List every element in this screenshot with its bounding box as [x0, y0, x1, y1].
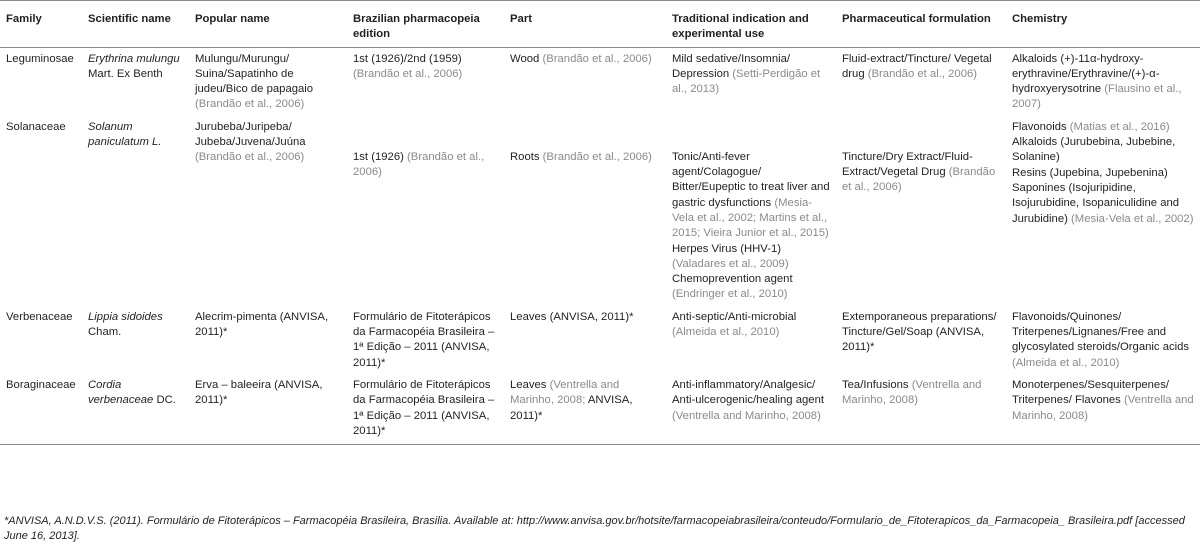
indication-ref: (Almeida et al., 2010): [672, 326, 780, 339]
table-row: [0, 116, 1200, 306]
indication-ref: (Valadares et al., 2009): [672, 257, 789, 270]
chemistry-text: Resins (Jupebina, Jupebenina): [1012, 166, 1168, 179]
cell-popular-name: [189, 47, 347, 116]
indication-ref: (Ventrella and Marinho, 2008): [672, 409, 821, 422]
table-row: [0, 374, 1200, 445]
chemistry-line: [1012, 135, 1194, 166]
col-header-family: Family: [0, 1, 82, 48]
cell-chemistry: [1006, 47, 1200, 116]
popular-ref: (Brandão et al., 2006): [195, 98, 305, 111]
popular-name: Mulungu/Murungu/ Suina/Sapatinho de judeu/Bico de papagaio: [195, 52, 314, 96]
cell-part: [504, 374, 666, 445]
footnote: *ANVISA, A.N.D.V.S. (2011). Formulário de Fitoterápicos – Farmacopéia Brasileira, Brasilia. Available at: http://www.anvisa.gov.br/hotsite/farmacopeiabrasileira/conteudo/Formulario_de_Fitoterapicos_da_Farmacopeia_ Brasileira.pdf [accessed June 16, 2013].: [4, 515, 1185, 542]
edition-ref: (Brandão et al., 2006): [353, 150, 485, 179]
cell-scientific-name: [82, 116, 189, 306]
formulation: Fluid-extract/Tincture/ Vegetal drug: [842, 52, 992, 80]
part-ref: (Brandão et al., 2006): [542, 52, 652, 65]
cell-popular-name: Alecrim-pimenta (ANVISA, 2011)*: [195, 310, 329, 339]
cell-chemistry: [1006, 116, 1200, 306]
formulation-ref: (Brandão et al., 2006): [867, 67, 978, 80]
col-header-indication: Traditional indication and experimental use: [666, 1, 836, 48]
indication-line: [672, 378, 830, 424]
scientific-author: Cham.: [88, 326, 122, 339]
header-row: [0, 1, 1200, 48]
cell-popular-name: Erva – baleeira (ANVISA, 2011)*: [189, 374, 347, 445]
cell-part: [504, 47, 666, 116]
chemistry-text: Alkaloids (Jurubebina, Jubebine, Solanine): [1012, 136, 1176, 164]
chemistry-line: [1012, 120, 1194, 135]
cell-family: Solanaceae: [6, 120, 66, 133]
chemistry-ref: (Almeida et al., 2010): [1012, 356, 1120, 369]
chemistry-line: [1012, 52, 1194, 113]
chemistry-line: [1012, 166, 1194, 181]
chemistry-text: Flavonoids: [1012, 120, 1070, 133]
col-header-popular-name: Popular name: [189, 1, 347, 48]
scientific-name: Solanum paniculatum L.: [88, 120, 162, 149]
cell-scientific-name: [82, 374, 189, 445]
formulation-ref: (Brandão et al., 2006): [842, 166, 996, 194]
part-extra: ANVISA, 2011)*: [510, 394, 633, 422]
cell-scientific-name: [82, 306, 189, 374]
cell-chemistry: [1006, 306, 1200, 374]
cell-indication: [666, 306, 836, 374]
popular-ref: (Brandão et al., 2006): [195, 151, 305, 164]
cell-family: Leguminosae: [6, 52, 74, 65]
part-ref: (Brandão et al., 2006): [542, 150, 652, 163]
col-header-part: Part: [504, 1, 666, 48]
cell-family: Verbenaceae: [6, 310, 73, 323]
part: Leaves: [510, 378, 550, 391]
cell-formulation: [836, 374, 1006, 445]
chemistry-text: Flavonoids/Quinones/ Triterpenes/Lignanes/Free and glycosylated steroids/Organic acids: [1012, 310, 1190, 354]
scientific-name: Cordia verbenaceae: [88, 378, 154, 407]
chemistry-text: Saponines (Isojuripidine, Isojurubidine, Isopaniculidine and Jurubidine): [1012, 181, 1180, 225]
chemistry-ref: (Flausino et al., 2007): [1012, 83, 1182, 111]
cell-formulation: [836, 47, 1006, 116]
edition: 1st (1926): [353, 150, 408, 163]
indication-line: [672, 310, 830, 341]
table-row: [0, 47, 1200, 116]
cell-part: [504, 116, 666, 306]
indication-line: [672, 242, 830, 273]
edition-ref: (Brandão et al., 2006): [353, 67, 463, 80]
part: Wood: [510, 52, 543, 65]
formulation: Tea/Infusions: [842, 378, 912, 391]
chemistry-line: [1012, 310, 1194, 371]
col-header-scientific-name: Scientific name: [82, 1, 189, 48]
scientific-author: Mart. Ex Benth: [88, 67, 163, 80]
chemistry-text: Alkaloids (+)-11α-hydroxy-erythravine/Erythravine/(+)-α-hydroxyerysotrine: [1012, 52, 1160, 96]
scientific-author: DC.: [153, 394, 176, 407]
cell-formulation: [836, 116, 1006, 306]
chemistry-line: [1012, 181, 1194, 227]
indication-line: [672, 272, 830, 303]
indication-text: Anti-septic/Anti-microbial: [672, 310, 797, 323]
col-header-formulation: Pharmaceutical formulation: [836, 1, 1006, 48]
cell-family: Boraginaceae: [0, 374, 82, 445]
indication-text: Herpes Virus (HHV-1): [672, 242, 782, 255]
indication-ref: (Setti-Perdigão et al., 2013): [672, 67, 821, 96]
indication-ref: (Mesia-Vela et al., 2002; Martins et al., 2015; Vieira Junior et al., 2015): [672, 196, 829, 240]
chemistry-ref: (Ventrella and Marinho, 2008): [1012, 394, 1194, 422]
formulation: Tincture/Dry Extract/Fluid-Extract/Vegetal Drug: [842, 150, 973, 179]
cell-scientific-name: [82, 47, 189, 116]
part: Roots: [510, 150, 543, 163]
indication-line: [672, 52, 830, 98]
indication-ref: (Endringer et al., 2010): [672, 288, 788, 301]
cell-indication: [666, 116, 836, 306]
indication-text: Tonic/Anti-fever agent/Colagogue/ Bitter/Eupeptic to treat liver and gastric dysfunctions: [672, 150, 830, 209]
chemistry-ref: (Matias et al., 2016): [1069, 120, 1170, 133]
indication-text: Mild sedative/Insomnia/ Depression: [672, 52, 791, 80]
cell-indication: [666, 374, 836, 445]
cell-formulation: Extemporaneous preparations/ Tincture/Gel/Soap (ANVISA, 2011)*: [842, 310, 997, 354]
indication-text: Chemoprevention agent: [672, 273, 793, 286]
formulation-ref: (Ventrella and Marinho, 2008): [842, 378, 982, 407]
scientific-name: Erythrina mulungu: [88, 52, 180, 65]
part-ref: (Ventrella and Marinho, 2008;: [510, 378, 620, 407]
cell-edition: Formulário de Fitoterápicos da Farmacopéia Brasileira – 1ª Edição – 2011 (ANVISA, 2011)*: [347, 374, 504, 445]
chemistry-line: [1012, 378, 1194, 424]
scientific-name: Lippia sidoides: [88, 310, 163, 323]
chemistry-text: Monoterpenes/Sesquiterpenes/ Triterpenes/ Flavones: [1012, 378, 1170, 407]
indication-text: Anti-inflammatory/Analgesic/ Anti-ulcerogenic/healing agent: [672, 378, 824, 407]
edition: 1st (1926)/2nd (1959): [353, 52, 462, 65]
cell-chemistry: [1006, 374, 1200, 445]
cell-edition: Formulário de Fitoterápicos da Farmacopéia Brasileira – 1ª Edição – 2011 (ANVISA, 2011)*: [353, 310, 495, 369]
cell-edition: [347, 47, 504, 116]
cell-popular-name: [189, 116, 347, 306]
indication-line: [672, 150, 830, 242]
cell-part: Leaves (ANVISA, 2011)*: [510, 310, 634, 323]
table-row: [0, 306, 1200, 374]
col-header-chemistry: Chemistry: [1006, 1, 1200, 48]
cell-indication: [666, 47, 836, 116]
chemistry-ref: (Mesia-Vela et al., 2002): [1071, 212, 1194, 225]
cell-edition: [347, 116, 504, 306]
popular-name: Jurubeba/Juripeba/ Jubeba/Juvena/Juúna: [195, 120, 306, 149]
col-header-pharmacopeia-edition: Brazilian pharmacopeia edition: [347, 1, 504, 48]
